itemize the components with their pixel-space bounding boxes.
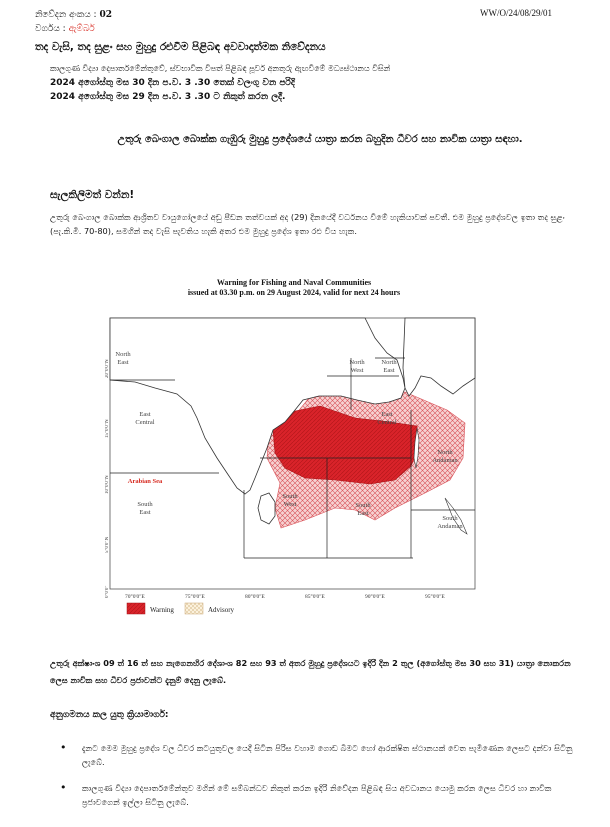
list-item: • කාලගුණ විද්‍යා දෙපාර්තමේන්තුව මගින් මේ සම්බන්ධව නිකුත් කරන ඉදිරි නිවේදන පිළිබඳ සිය අවධානය යොමු කරන ලෙස ධීවර හා නාවික ප්‍රජාවගෙන් ඉල්ලා සිටිනු ලැබේ. (60, 781, 580, 809)
lon-tick-80: 80°0'0"E (245, 594, 265, 600)
lat-tick-0: 0°0'0" (105, 585, 110, 598)
lon-tick-85: 85°0'0"E (305, 594, 325, 600)
label-south-west-2: West (283, 501, 297, 508)
label-south-east-left-2: East (139, 509, 151, 516)
notice-number: 02 (99, 10, 112, 20)
label-north-east: North (115, 351, 131, 358)
map-title-line2: issued at 03.30 p.m. on 29 August 2024, valid for next 24 hours (187, 288, 401, 297)
reference-code: WW/O/24/08/29/01 (480, 8, 552, 18)
label-east-central-2: Central (135, 419, 155, 426)
label-north-andaman: North (437, 449, 453, 456)
label-north-east-2: East (117, 359, 129, 366)
document-title: තද වැසි, තද සුළං සහ මුහුදු රළුවීම පිළිබඳ අවවාදාත්මක නිවේදනය (35, 41, 326, 53)
caution-heading: සැලකිලිමත් වන්න! (50, 189, 135, 201)
lon-tick-95: 95°0'0"E (425, 594, 445, 600)
label-east-central: East (139, 411, 151, 418)
label-south-west: South (282, 493, 298, 500)
description-paragraph: උතුරු බෙංගාල බොක්ක ආශ්‍රිතව වායුගෝලයේ අඩු පීඩන තත්වයක් අද (29) දිනයේදී වර්ධනය වීමේ හැකියාවක් පවතී. එම මුහුදු ප්‍රදේශවල ඉතා තද සුළං (පැ.කි.මී. 70-80), සමගින් තද වැසි පැවතිය හැකි අතර එම මුහුදු ප්‍රදේශ ඉතා රළු විය හැක. (50, 212, 565, 236)
label-south-east-bay-2: East (357, 510, 369, 517)
issuer-line: කාලගුණ විද්‍යා දෙපාර්තමේන්තුවේ, ස්වභාවික විපත් පිළිබඳ පූර්ව අනතුරු ඇඟවීමේ මධ්‍යස්ථානය විසින් (50, 64, 391, 73)
actions-heading: අනුගමනය කල යුතු ක්‍රියාමාර්ග: (50, 710, 169, 720)
notice-type-row (35, 22, 112, 36)
legend-warning-swatch (127, 603, 145, 614)
lon-tick-70: 70°0'0"E (125, 594, 145, 600)
issuer-block (50, 62, 390, 104)
legend-advisory-label: Advisory (208, 606, 235, 614)
label-arabian-sea: Arabian Sea (127, 478, 163, 485)
list-item: • දැනට මෙම මුහුදු ප්‍රදේශ වල ධීවර කටයුතුවල යෙදී සිටින පිරිස වහාම ගොඩ බිමට හෝ ආරක්ෂිත ස්ථානයක් වෙත පැමිණෙන ලෙසට දන්වා සිටිනු ලැබේ. (60, 741, 580, 769)
lat-tick-20: 20°0'0"N (105, 359, 110, 378)
landmass-sri-lanka (258, 493, 275, 524)
map-legend (127, 603, 235, 614)
lon-tick-90: 90°0'0"E (365, 594, 385, 600)
landmass-myanmar (403, 318, 475, 396)
validity-line: 2024 අගෝස්තු මස 30 දින ප.ව. 3 .30 තෙක් වලංගු වන පරිදි (50, 78, 295, 88)
notice-label: නිවේදන අංකය : (35, 10, 97, 20)
warning-map (105, 278, 483, 623)
map-canvas (105, 298, 483, 623)
actions-list (60, 741, 580, 821)
lat-tick-5: 5°0'0"N (105, 536, 110, 553)
label-east-central-bay: East (381, 411, 393, 418)
notice-number-row (35, 8, 112, 22)
label-north-east-bay: North (381, 359, 397, 366)
map-title-line1: Warning for Fishing and Naval Communities (216, 278, 372, 287)
type-label: වර්ගය : (35, 24, 66, 34)
label-north-east-bay-2: East (383, 367, 395, 374)
notice-header (35, 8, 112, 36)
label-south-east-left: South (137, 501, 153, 508)
label-north-west: North (349, 359, 365, 366)
map-title (105, 278, 483, 298)
label-south-andaman: South (442, 515, 458, 522)
longitude-ticks (125, 593, 445, 600)
type-value: ඇම්බර් (68, 24, 95, 34)
legend-advisory-swatch (185, 603, 203, 614)
label-south-east-bay: South (355, 502, 371, 509)
issued-line: 2024 අගෝස්තු මස 29 දින ප.ව. 3 .30 ට නිකුත් කරන ලදී. (50, 92, 286, 102)
label-south-andaman-2: Andaman (437, 523, 463, 530)
lon-tick-75: 75°0'0"E (185, 594, 205, 600)
label-north-andaman-2: Andaman (432, 457, 458, 464)
lat-tick-15: 15°0'0"N (105, 419, 110, 438)
label-east-central-bay-2: Central (377, 419, 397, 426)
subject-heading: උතුරු බෙංගාල බොක්ක ගැඹුරු මුහුදු ප්‍රදේශයේ යාත්‍රා කරන බහුදින ධීවර සහ නාවික යාත්‍රා සඳහා. (117, 134, 523, 145)
legend-warning-label: Warning (150, 606, 174, 614)
label-north-west-2: West (350, 367, 364, 374)
latitude-ticks (105, 359, 110, 598)
restriction-paragraph: උතුරු අක්ෂාංශ 09 ත් 16 ත් සහ නැගෙනහිර දේශාංශ 82 සහ 93 ත් අතර මුහුදු ප්‍රදේශයට ඉදිරි දින 2 තුල (අගෝස්තු මස 30 සහ 31) යාත්‍රා නොකරන ලෙස නාවික සහ ධීවර ප්‍රජාවන්ට දැනුම් දෙනු ලැබේ. (50, 658, 571, 685)
lat-tick-10: 10°0'0"N (105, 475, 110, 494)
